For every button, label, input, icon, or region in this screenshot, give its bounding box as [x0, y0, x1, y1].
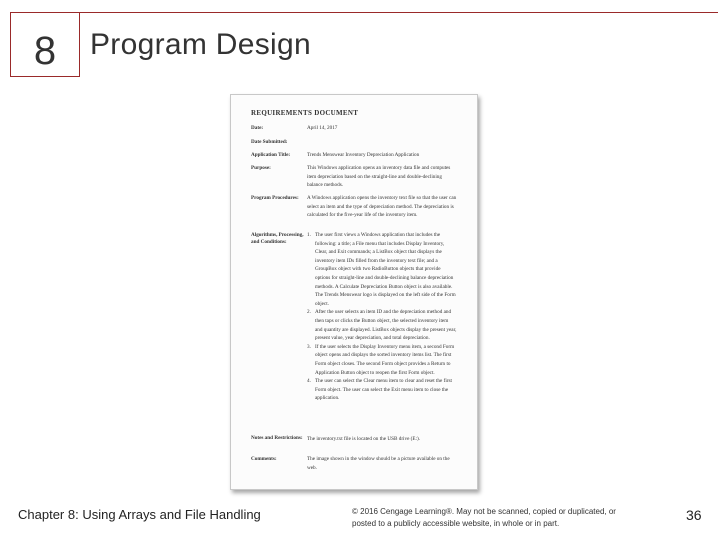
algorithm-item-text: If the user selects the Display Inventory menu item, a second Form object opens and displays the sorted inventory items list. The first Form object closes. The second Form object provides a Return to Application Button object to reopen the first Form object.: [315, 343, 455, 376]
algorithm-item-text: After the user selects an item ID and the depreciation method and then taps or clicks the Button object, the selected inventory item and quantity are displayed. ListBox objects display the present year, present value, year depreciation, and total depreciation.: [315, 309, 457, 342]
algorithm-item-number: 2.: [307, 309, 311, 316]
application-title-label: Application Title:: [251, 152, 291, 158]
slide-title: Program Design: [90, 28, 311, 61]
algorithm-item-number: 4.: [307, 378, 311, 385]
page-number: 36: [686, 507, 702, 523]
purpose-value: This Windows application opens an inventory data file and computes item depreciation based on the straight-line and double-declining balance methods.: [307, 165, 451, 189]
algorithm-item-number: 3.: [307, 343, 311, 350]
copyright-notice: © 2016 Cengage Learning®. May not be scanned, copied or duplicated, or posted to a publicly accessible website, in whole or in part.: [352, 507, 616, 528]
notes-label: Notes and Restrictions:: [251, 435, 303, 441]
chapter-number-box: [10, 12, 80, 77]
chapter-footer: Chapter 8: Using Arrays and File Handling: [18, 507, 261, 522]
date-submitted-label: Date Submitted:: [251, 139, 288, 145]
algorithm-item: [307, 377, 457, 403]
algorithm-item-number: 1.: [307, 232, 311, 238]
algorithm-item: [307, 308, 457, 342]
comments-value: The image shown in the window should be a picture available on the web.: [307, 456, 450, 471]
algorithm-item-text: The user first views a Windows application that includes the following: a title; a File menu that includes Display Inventory, Clear, and Exit commands; a ListBox object that displays the inventory item IDs filled from the inventory text file; and a GroupBox object with two RadioButton objects that provide options for straight-line and double-declining balance depreciation methods. A Calculate Depreciation Button object is also available. The Trends Menswear logo is displayed on the left side of the Form object.: [315, 232, 456, 307]
algorithm-item: [307, 231, 457, 308]
procedures-label: Program Procedures:: [251, 195, 299, 201]
date-value: April 14, 2017: [307, 125, 338, 131]
procedures-value: A Windows application opens the inventory text file so that the user can select an item and the type of depreciation method. The depreciation is calculated for the five-year life of the inventory item.: [307, 195, 457, 219]
requirements-document-image: [230, 94, 478, 490]
algorithms-label: Algorithms, Processing, and Conditions:: [251, 232, 304, 245]
header-rule: [80, 12, 718, 13]
algorithms-list: [307, 231, 457, 403]
purpose-label: Purpose:: [251, 165, 271, 171]
algorithm-item: [307, 343, 457, 377]
algorithm-item-text: The user can select the Clear menu item to clear and reset the first Form object. The user can select the Exit menu item to close the application.: [315, 378, 452, 402]
notes-value: The inventory.txt file is located on the USB drive (E:).: [307, 436, 421, 442]
date-label: Date:: [251, 125, 264, 131]
application-title-value: Trends Menswear Inventory Depreciation Application: [307, 152, 420, 158]
document-heading: REQUIREMENTS DOCUMENT: [251, 109, 359, 117]
chapter-number: 8: [33, 29, 57, 73]
comments-label: Comments:: [251, 456, 277, 462]
